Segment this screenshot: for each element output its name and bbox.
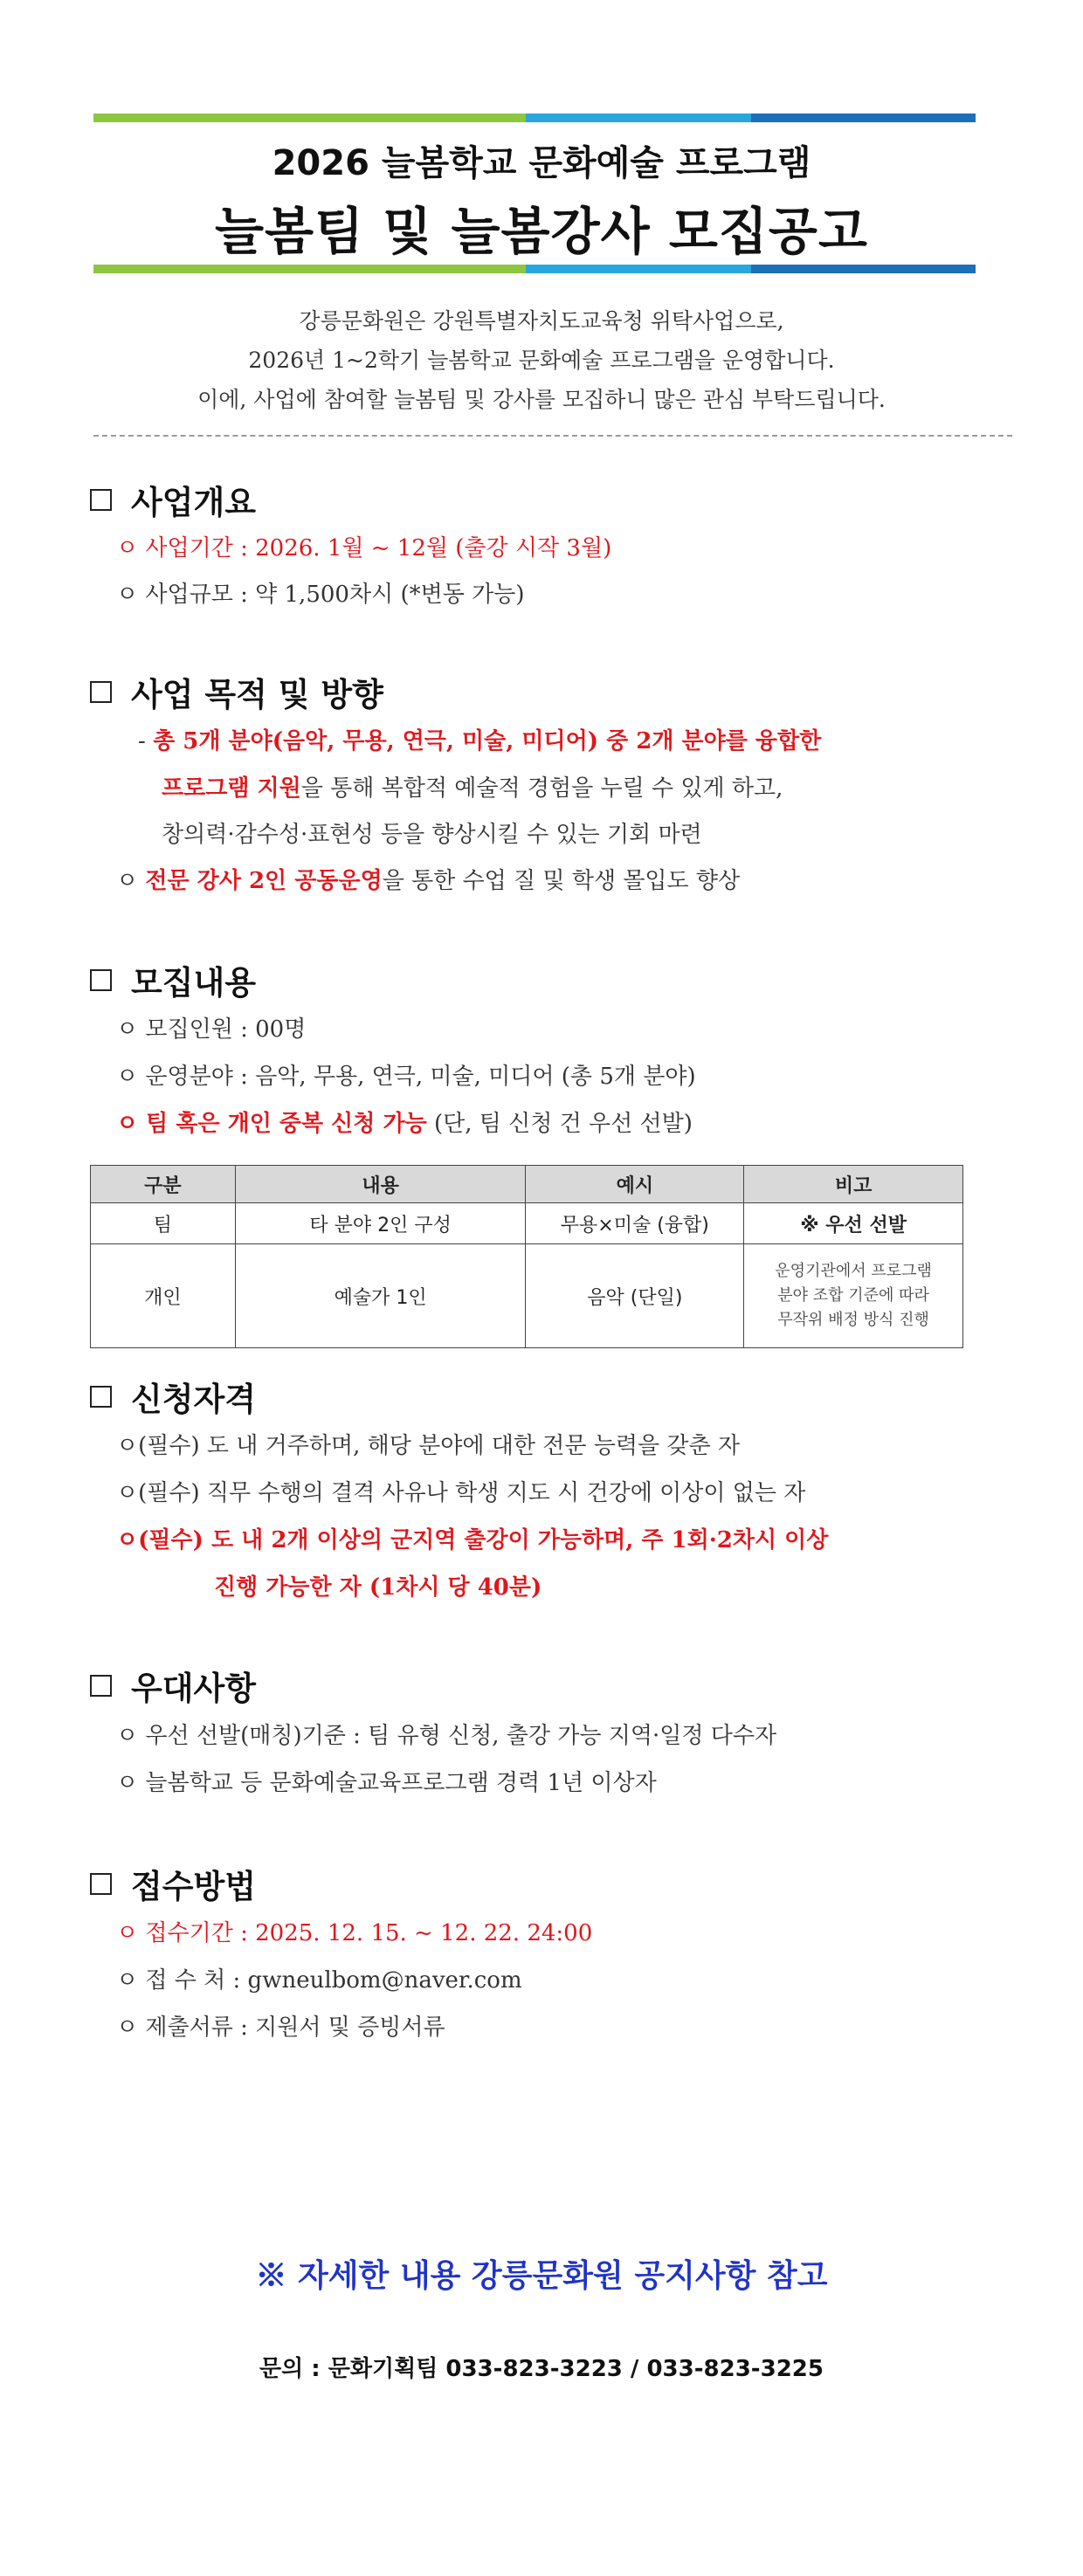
purpose-line-1 [138,723,821,755]
note-line: 무작위 배정 방식 진행 [777,1310,929,1329]
checkbox-square-icon [90,1386,112,1408]
recruit-duplicate-highlight: ㅇ 팀 혹은 개인 중복 신청 가능 [116,1111,427,1137]
checkbox-square-icon [90,1873,112,1895]
note-line: 분야 조합 기준에 따라 [777,1286,929,1305]
table-header-note: 비고 [744,1166,963,1203]
checkbox-square-icon [90,681,112,703]
divider [93,435,1012,437]
checkbox-square-icon [90,1675,112,1697]
intro-line-1: 강릉문화원은 강원특별자치도교육청 위탁사업으로, [299,308,784,334]
preference-line-2: ㅇ 늘봄학교 등 문화예술교육프로그램 경력 1년 이상자 [116,1770,657,1796]
table-header-type: 구분 [91,1166,236,1203]
overview-scale: ㅇ 사업규모 : 약 1,500차시 (*변동 가능) [116,582,525,608]
footer-contact: 문의 : 문화기획팀 033-823-3223 / 033-823-3225 [259,2356,824,2382]
note-line: 운영기관에서 프로그램 [775,1262,932,1281]
qualification-line-1: ㅇ(필수) 도 내 거주하며, 해당 분야에 대한 전문 능력을 갖춘 자 [116,1433,740,1459]
purpose-bullet: ㅇ [116,868,146,894]
intro-line-3: 이에, 사업에 참여할 늘봄팀 및 강사를 모집하니 많은 관심 부탁드립니다. [197,387,886,412]
intro-line-2: 2026년 1~2학기 늘봄학교 문화예술 프로그램을 운영합니다. [248,348,835,373]
recruit-count: ㅇ 모집인원 : 00명 [116,1016,307,1043]
table-row [91,1244,963,1348]
table-cell-note [744,1244,963,1348]
purpose-text-4: 을 통한 수업 질 및 학생 몰입도 향상 [382,868,741,894]
section-title: 신청자격 [131,1381,256,1418]
checkbox-square-icon [90,969,112,991]
overview-period: ㅇ 사업기간 : 2026. 1월 ~ 12월 (출강 시작 3월) [116,535,612,561]
header-top-bar [93,114,976,122]
table-header-row [91,1166,963,1203]
qualification-line-3: ㅇ(필수) 도 내 2개 이상의 군지역 출강이 가능하며, 주 1회·2차시 이상 [116,1527,829,1553]
recruit-fields: ㅇ 운영분야 : 음악, 무용, 연극, 미술, 미디어 (총 5개 분야) [116,1064,696,1090]
section-title: 우대사항 [131,1670,256,1707]
purpose-dash: - [138,728,154,754]
recruit-duplicate-note: (단, 팀 신청 건 우선 선발) [426,1111,693,1137]
header-bottom-bar [93,265,976,273]
table-cell-note: ※ 우선 선발 [744,1203,963,1244]
table-header-content: 내용 [235,1166,526,1203]
title-line1: 2026 늘봄학교 문화예술 프로그램 [272,143,811,183]
section-title: 사업 목적 및 방향 [131,676,383,713]
section-application-heading [90,1860,256,1907]
table-cell-content: 예술가 1인 [235,1244,526,1348]
table-header-example: 예시 [526,1166,744,1203]
recruit-duplicate [116,1105,693,1138]
table-cell-content: 타 분야 2인 구성 [235,1203,526,1244]
table-cell-example: 음악 (단일) [526,1244,744,1348]
purpose-line-4 [116,863,740,895]
purpose-text-2: 을 통해 복합적 예술적 경험을 누릴 수 있게 하고, [300,775,783,802]
checkbox-square-icon [90,489,112,511]
qualification-line-2: ㅇ(필수) 직무 수행의 결격 사유나 학생 지도 시 건강에 이상이 없는 자 [116,1480,806,1506]
purpose-highlight-1: 총 5개 분야(음악, 무용, 연극, 미술, 미디어) 중 2개 분야를 융합한 [153,728,822,754]
application-period: ㅇ 접수기간 : 2025. 12. 15. ~ 12. 22. 24:00 [116,1920,593,1946]
section-qualification-heading [90,1373,256,1420]
section-title: 모집내용 [131,964,256,1002]
table-cell-example: 무용×미술 (융합) [526,1203,744,1244]
section-overview-heading [90,476,256,523]
purpose-line-2 [162,770,783,802]
section-recruit-heading [90,956,256,1003]
table-cell-type: 개인 [91,1244,236,1348]
preference-line-1: ㅇ 우선 선발(매칭)기준 : 팀 유형 신청, 출강 가능 지역·일정 다수자 [116,1723,777,1749]
recruit-table [90,1165,963,1348]
section-title: 사업개요 [131,484,256,521]
footer-notice: ※ 자세한 내용 강릉문화원 공지사항 참고 [255,2257,828,2294]
application-place: ㅇ 접 수 처 : gwneulbom@naver.com [116,1967,522,1994]
application-docs: ㅇ 제출서류 : 지원서 및 증빙서류 [116,2015,445,2041]
section-purpose-heading [90,668,383,715]
purpose-line-3: 창의력·감수성·표현성 등을 향상시킬 수 있는 기회 마련 [162,822,702,848]
section-preference-heading [90,1662,256,1709]
title-line2: 늘봄팀 및 늘봄강사 모집공고 [215,202,868,261]
purpose-highlight-4: 전문 강사 2인 공동운영 [145,868,383,894]
purpose-highlight-2: 프로그램 지원 [162,775,301,802]
table-row [91,1203,963,1244]
table-cell-type: 팀 [91,1203,236,1244]
section-title: 접수방법 [131,1868,256,1905]
qualification-line-4: 진행 가능한 자 (1차시 당 40분) [214,1574,542,1601]
